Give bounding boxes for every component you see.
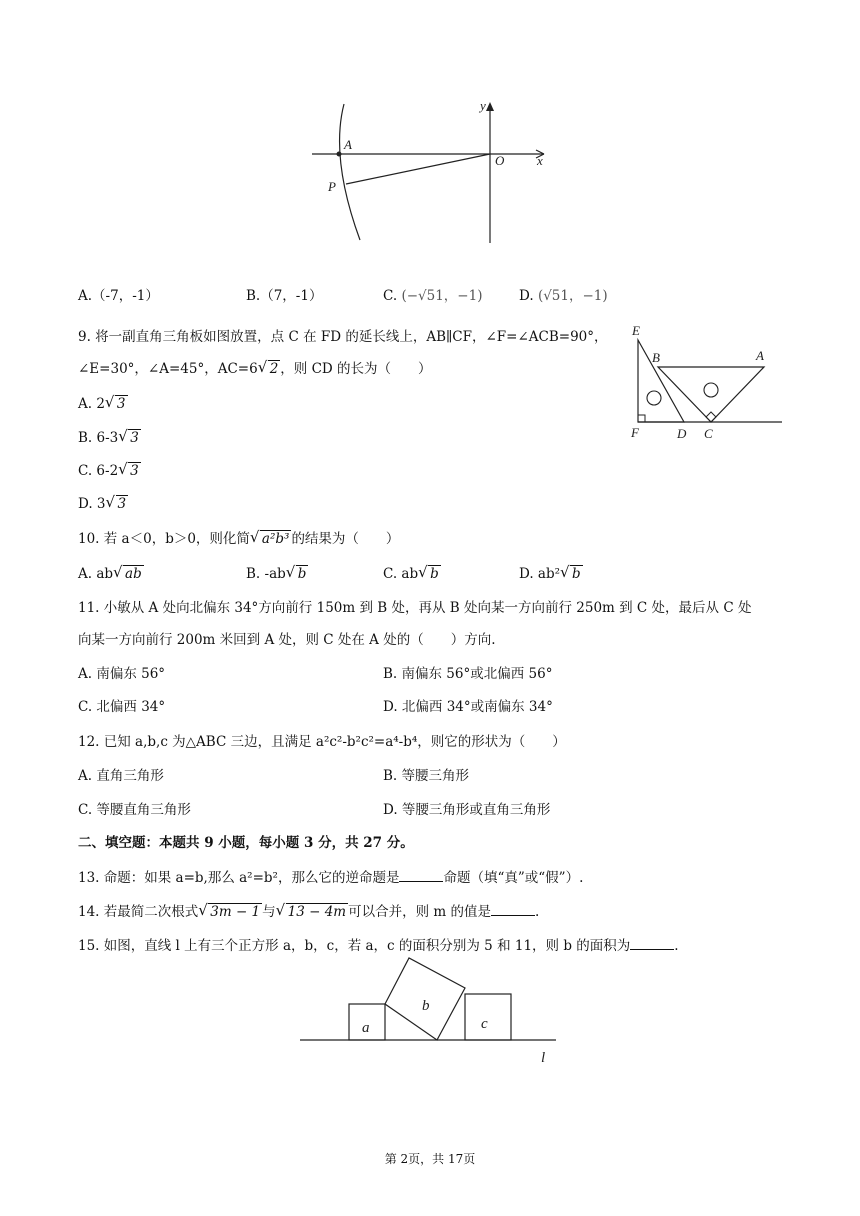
q12-option-a: A. 直角三角形 bbox=[78, 768, 164, 784]
label-c: C bbox=[704, 426, 713, 441]
q15-squares-figure bbox=[298, 954, 568, 1066]
page-footer: 第 2页，共 17页 bbox=[384, 1152, 476, 1166]
q11-option-d: D. 北偏西 34°或南偏东 34° bbox=[383, 699, 553, 715]
q14-stem bbox=[78, 902, 539, 921]
q10-stem-a: 10. 若 a＜0，b＞0，则化简 bbox=[78, 531, 250, 547]
label-a: a bbox=[362, 1020, 370, 1036]
right-angle-f bbox=[638, 415, 645, 422]
q10-option-c bbox=[383, 565, 441, 583]
q9-option-a-text: A. 2 bbox=[78, 396, 105, 412]
q10-option-b-radicand: b bbox=[297, 566, 307, 582]
q9-stem-line1: 9. 将一副直角三角板如图放置，点 C 在 FD 的延长线上，AB∥CF，∠F=∠ACB=90°， bbox=[78, 329, 608, 345]
hole-left bbox=[647, 391, 661, 405]
q10-option-d bbox=[519, 565, 583, 583]
q9-ac-sqrt bbox=[259, 360, 281, 378]
label-x: x bbox=[537, 153, 543, 168]
q13-stem-b: 命题（填“真”或“假”）. bbox=[443, 870, 584, 886]
q9-option-b-text: B. 6-3 bbox=[78, 430, 119, 446]
q8-option-d-expr: (√51，−1) bbox=[537, 288, 608, 304]
q11-stem-line1: 11. 小敏从 A 处向北偏东 34°方向前行 150m 到 B 处，再从 B 处向某一方向前行 250m 到 C 处，最后从 C 处 bbox=[78, 600, 752, 616]
q9-option-c-radicand: 3 bbox=[130, 463, 139, 479]
q8-option-a: A.（-7，-1） bbox=[78, 288, 159, 304]
q14-radicand-2: 13 − 4m bbox=[287, 904, 347, 920]
q10-option-d-radicand: b bbox=[572, 566, 581, 582]
q11-option-a: A. 南偏东 56° bbox=[78, 666, 166, 682]
q13-stem bbox=[78, 868, 583, 887]
q8-option-c-expr: (−√51，−1) bbox=[401, 288, 483, 304]
q8-option-c-prefix: C. bbox=[383, 288, 398, 304]
q10-stem-b: 的结果为（ ） bbox=[291, 531, 400, 547]
square-c bbox=[465, 994, 511, 1040]
q9-option-d bbox=[78, 495, 128, 513]
q10-option-b-text: B. -ab bbox=[246, 566, 286, 582]
label-a: A bbox=[344, 137, 352, 152]
q9-option-c bbox=[78, 462, 141, 480]
q8-option-d-prefix: D. bbox=[519, 288, 534, 304]
q8-coordinate-figure bbox=[300, 98, 560, 248]
q12-option-c: C. 等腰直角三角形 bbox=[78, 802, 191, 818]
label-p: P bbox=[328, 179, 336, 194]
q9-option-b-sqrt bbox=[119, 429, 141, 447]
section-heading: 二、填空题：本题共 9 小题，每小题 3 分，共 27 分。 bbox=[78, 835, 414, 851]
q9-stem-line2 bbox=[78, 360, 432, 378]
q11-stem-line2: 向某一方向前行 200m 米回到 A 处，则 C 处在 A 处的（ ）方向. bbox=[78, 632, 496, 648]
arc bbox=[340, 104, 360, 240]
q15-answer-blank[interactable] bbox=[630, 936, 674, 950]
label-b: b bbox=[422, 998, 430, 1014]
point-a bbox=[337, 152, 342, 157]
label-e: E bbox=[632, 323, 640, 338]
label-a: A bbox=[756, 348, 764, 363]
q14-stem-b: 可以合并，则 m 的值是 bbox=[348, 904, 491, 920]
q10-option-b bbox=[246, 565, 308, 583]
label-f: F bbox=[631, 425, 639, 440]
q14-sqrt-1 bbox=[199, 903, 262, 921]
segment-po bbox=[346, 154, 490, 184]
q10-option-a-radicand: ab bbox=[125, 566, 142, 582]
q13-answer-blank[interactable] bbox=[399, 868, 443, 882]
q9-option-d-radicand: 3 bbox=[117, 496, 127, 512]
label-o: O bbox=[495, 153, 505, 168]
q15-stem-a: 15. 如图，直线 l 上有三个正方形 a，b，c，若 a，c 的面积分别为 5 和 11，则 b 的面积为 bbox=[78, 938, 631, 954]
q11-option-b: B. 南偏东 56°或北偏西 56° bbox=[383, 666, 553, 682]
triangle-abc bbox=[658, 367, 764, 422]
q9-ac-radicand: 2 bbox=[269, 361, 279, 377]
q10-stem bbox=[78, 530, 399, 548]
label-y: y bbox=[480, 98, 486, 113]
hole-right bbox=[704, 383, 718, 397]
q15-stem bbox=[78, 936, 679, 955]
q12-stem: 12. 已知 a,b,c 为△ABC 三边，且满足 a²c²-b²c²=a⁴-b⁴，则它的形状为（ ） bbox=[78, 734, 566, 750]
q9-option-c-sqrt bbox=[119, 462, 141, 480]
q14-answer-blank[interactable] bbox=[491, 902, 535, 916]
q9-line2-b: ，则 CD 的长为（ ） bbox=[280, 361, 432, 377]
q10-option-c-radicand: b bbox=[430, 566, 439, 582]
q8-option-b: B.（7，-1） bbox=[246, 288, 323, 304]
q14-mid: 与 bbox=[262, 904, 276, 920]
q14-stem-a: 14. 若最简二次根式 bbox=[78, 904, 199, 920]
q8-option-d bbox=[519, 287, 608, 305]
q9-option-d-sqrt bbox=[107, 495, 129, 513]
q10-option-c-sqrt bbox=[419, 565, 441, 583]
label-c: c bbox=[481, 1016, 488, 1032]
q10-option-a-text: A. ab bbox=[78, 566, 114, 582]
label-d: D bbox=[677, 426, 687, 441]
label-l: l bbox=[541, 1050, 546, 1066]
q13-stem-a: 13. 命题：如果 a=b,那么 a²=b²，那么它的逆命题是 bbox=[78, 870, 400, 886]
right-angle-c bbox=[706, 412, 716, 422]
q9-option-a bbox=[78, 395, 128, 413]
q10-option-d-sqrt bbox=[561, 565, 583, 583]
label-b: B bbox=[652, 350, 660, 365]
q10-radicand: a²b³ bbox=[261, 531, 290, 547]
q10-option-d-text: D. ab² bbox=[519, 566, 561, 582]
q11-option-c: C. 北偏西 34° bbox=[78, 699, 166, 715]
q12-option-b: B. 等腰三角形 bbox=[383, 768, 470, 784]
q9-option-a-sqrt bbox=[106, 395, 128, 413]
q9-triangle-figure bbox=[628, 322, 786, 444]
y-axis-arrow bbox=[486, 102, 494, 111]
q9-line2-a: ∠E=30°，∠A=45°，AC=6 bbox=[78, 361, 258, 377]
q9-option-a-radicand: 3 bbox=[116, 396, 126, 412]
q9-option-b-radicand: 3 bbox=[130, 430, 139, 446]
q10-option-a bbox=[78, 565, 144, 583]
q9-option-c-text: C. 6-2 bbox=[78, 463, 119, 479]
q10-option-c-text: C. ab bbox=[383, 566, 419, 582]
q15-stem-b: . bbox=[674, 938, 679, 954]
triangle-efd bbox=[638, 340, 684, 422]
q14-radicand-1: 3m − 1 bbox=[210, 904, 261, 920]
q14-stem-c: . bbox=[535, 904, 540, 920]
q14-sqrt-2 bbox=[277, 903, 348, 921]
q10-option-b-sqrt bbox=[287, 565, 309, 583]
q8-option-c bbox=[383, 287, 482, 305]
q10-sqrt bbox=[251, 530, 292, 548]
q10-option-a-sqrt bbox=[114, 565, 144, 583]
q9-option-d-text: D. 3 bbox=[78, 496, 106, 512]
q12-option-d: D. 等腰三角形或直角三角形 bbox=[383, 802, 551, 818]
q9-option-b bbox=[78, 429, 141, 447]
